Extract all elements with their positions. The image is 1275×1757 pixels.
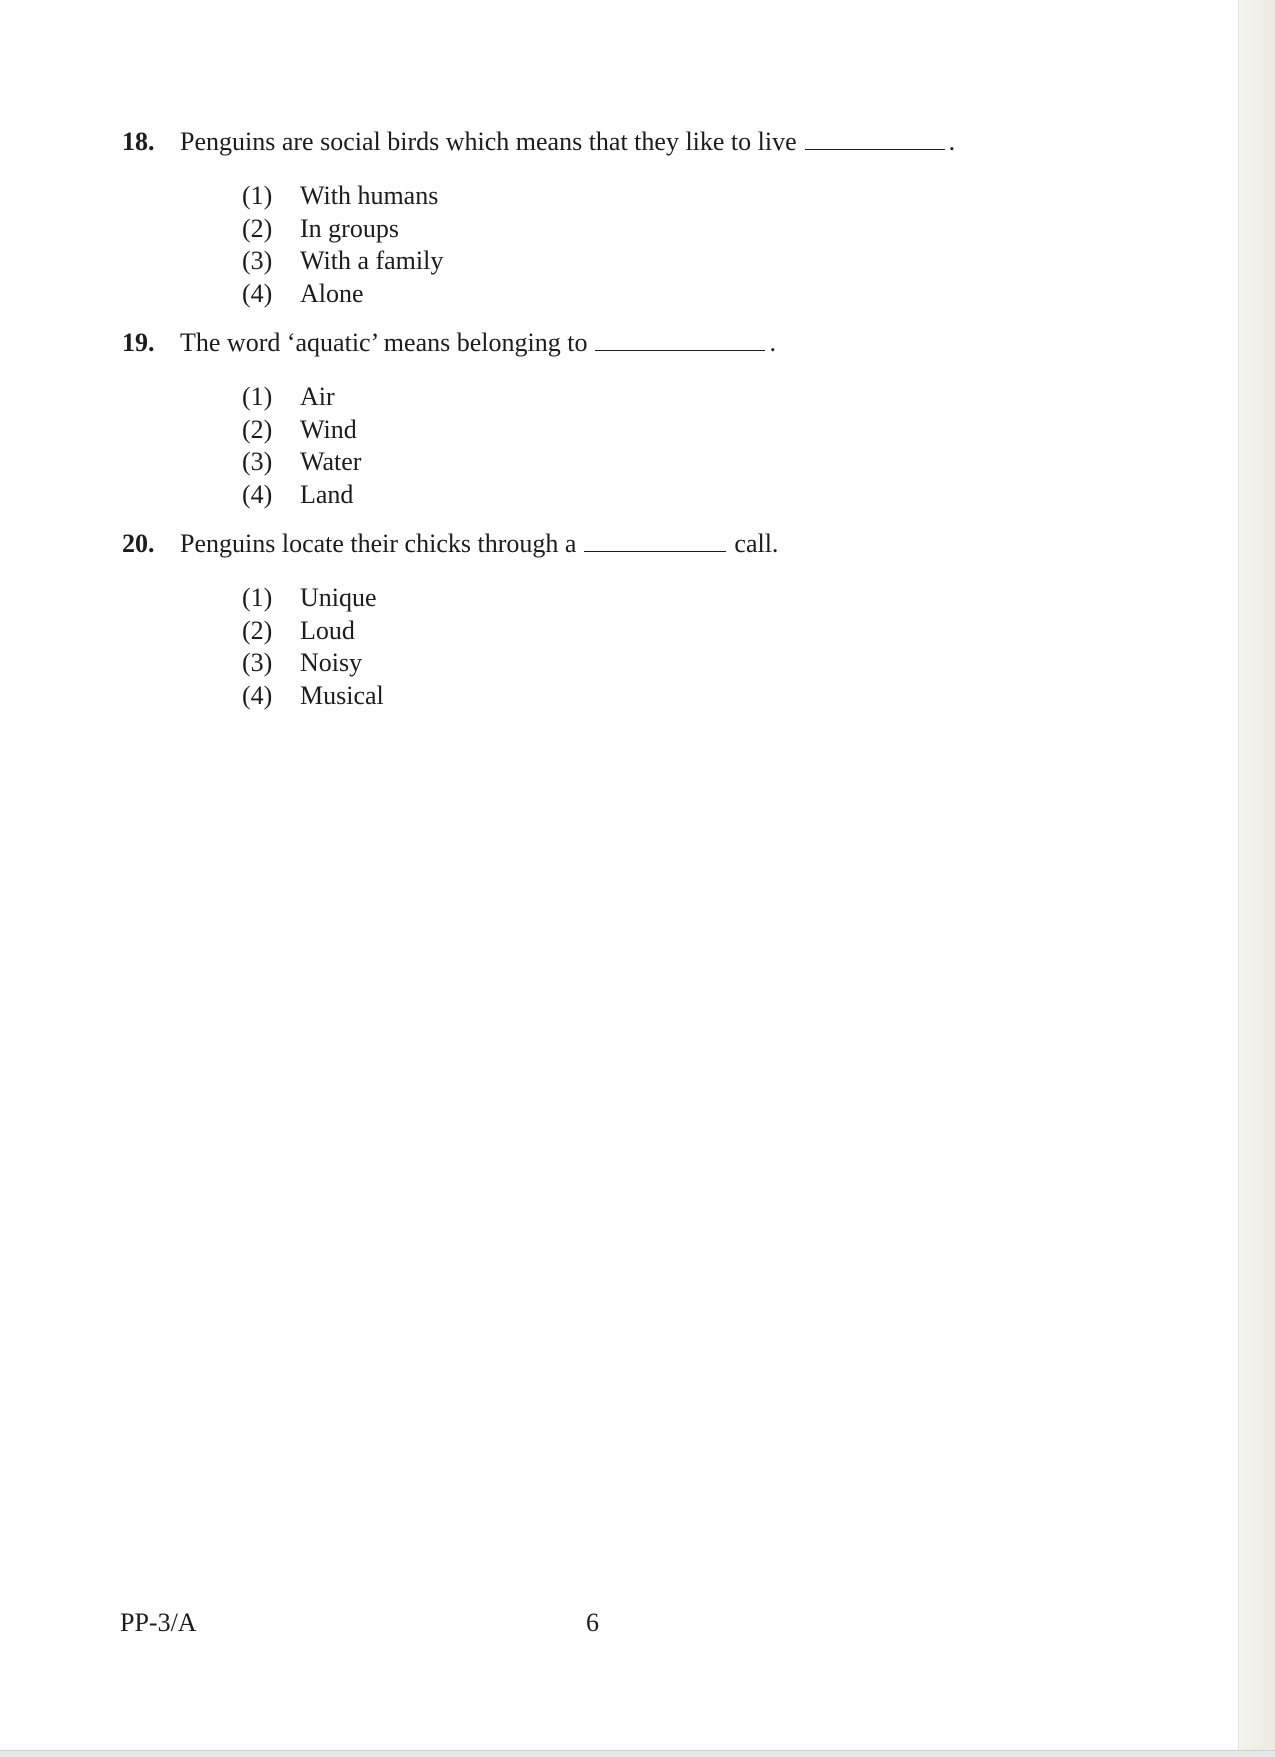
paper-bottom-edge (0, 1750, 1275, 1757)
question-trailing-text: call. (734, 529, 779, 558)
option-item (242, 582, 1122, 615)
question-text: Penguins are social birds which means that they like to live (180, 127, 797, 156)
paper-code: PP-3/A (120, 1608, 197, 1637)
option-list (242, 582, 1122, 712)
option-item (242, 213, 1122, 246)
option-text: Noisy (300, 648, 363, 677)
answer-blank (584, 529, 726, 552)
option-number: (4) (242, 479, 273, 509)
option-text: With a family (300, 246, 444, 275)
option-text: In groups (300, 213, 399, 243)
paper-edge (1238, 0, 1275, 1757)
option-text: Land (300, 479, 354, 509)
answer-blank (805, 127, 945, 150)
option-item (242, 180, 1122, 213)
question-stem (122, 327, 1122, 359)
question-trailing-text: . (769, 328, 776, 357)
option-item (242, 615, 1122, 648)
option-item (242, 680, 1122, 713)
option-text: Unique (300, 583, 377, 612)
option-number: (3) (242, 447, 273, 476)
question-20 (122, 528, 1122, 712)
option-text: Air (300, 382, 335, 411)
option-number: (2) (242, 213, 273, 243)
page-number: 6 (586, 1608, 599, 1637)
option-list (242, 381, 1122, 511)
option-list (242, 180, 1122, 310)
question-text: The word ‘aquatic’ means belonging to (180, 328, 588, 357)
question-number: 20. (122, 529, 155, 558)
option-text: Alone (300, 278, 364, 308)
question-number: 18. (122, 127, 155, 156)
option-text: Loud (300, 615, 355, 645)
option-number: (1) (242, 181, 273, 210)
option-item (242, 381, 1122, 414)
question-19 (122, 327, 1122, 511)
option-text: Water (300, 447, 362, 476)
question-trailing-text: . (948, 127, 956, 156)
option-item (242, 647, 1122, 680)
option-number: (1) (242, 583, 273, 612)
option-number: (2) (242, 414, 273, 444)
answer-blank (595, 328, 765, 351)
option-item (242, 245, 1122, 278)
option-item (242, 278, 1122, 311)
question-number: 19. (122, 328, 155, 357)
option-item (242, 479, 1122, 512)
option-number: (1) (242, 382, 273, 411)
question-stem (122, 126, 1122, 158)
option-number: (4) (242, 680, 273, 710)
option-number: (4) (242, 278, 273, 308)
option-number: (2) (242, 615, 273, 645)
question-text: Penguins locate their chicks through a (180, 529, 577, 558)
option-text: With humans (300, 181, 439, 210)
question-18 (122, 126, 1122, 310)
option-item (242, 414, 1122, 447)
question-stem (122, 528, 1122, 560)
option-item (242, 446, 1122, 479)
option-text: Wind (300, 414, 357, 444)
option-number: (3) (242, 648, 273, 677)
option-text: Musical (300, 680, 384, 710)
option-number: (3) (242, 246, 273, 275)
